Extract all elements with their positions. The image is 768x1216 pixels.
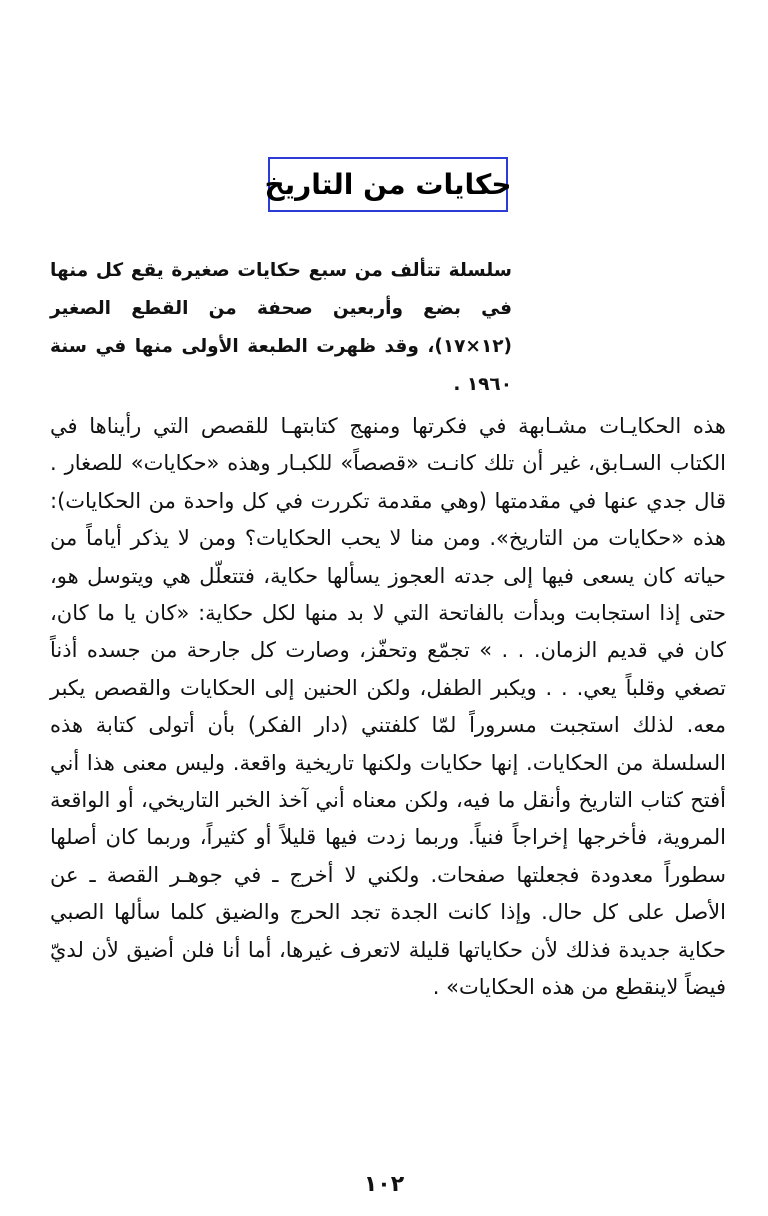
body-paragraph: هذه الحكايـات مشـابهة في فكرتها ومنهج كتابتهـا للقصص التي رأيناها في الكتاب السـابق، غير أن تلك كانـت «قصصاً» للكبـار وهذه «حكايات» للصغار . قال جدي عنها في مقدمتها (وهي مقدمة تكررت في كل واحدة من الحكايات): هذه «حكايات من التاريخ». ومن منا لا يحب الحكايات؟ ومن لا يذكر أياماً من حياته كان يسعى فيها إلى جدته العجوز يسألها حكاية، فتتعلّل هي ويتوسل هو، حتى إذا استجابت وبدأت بالفاتحة التي لا بد منها لكل حكاية: «كان يا ما كان، كان في قديم الزمان. . . » تجمّع وتحفّز، وصارت كل جارحة من جسده أذناً تصغي وقلباً يعي. . . ويكبر الطفل، ولكن الحنين إلى الحكايات والقصص يكبر معه. لذلك استجبت مسروراً لمّا كلفتني (دار الفكر) بأن أتولى كتابة هذه السلسلة من الحكايات. إنها حكايات ولكنها تاريخية واقعة. وليس معنى هذا أني أفتح كتاب التاريخ وأنقل ما فيه، ولكن معناه أني آخذ الخبر التاريخي، أو الواقعة المروية، فأخرجها إخراجاً فنياً. وربما زدت فيها قليلاً أو كثيراً، وربما كان أصلها سطوراً معدودة فجعلتها صفحات. ولكني لا أخرج ـ في جوهـر القصة ـ عن الأصل على كل حال. وإذا كانت الجدة تجد الحرج والضيق كلما سألها الصبي حكاية جديدة فذلك لأن حكاياتها قليلة لاتعرف غيرها، أما أنا فلن أضيق لأن لديّ فيضاً لاينقطع من هذه الحكايات» . <box>50 414 726 1000</box>
section-title: حكايات من التاريخ <box>264 168 512 201</box>
series-description: سلسلة تتألف من سبع حكايات صغيرة يقع كل منها في بضع وأربعين صحفة من القطع الصغير (١٢×١٧)، وقد ظهرت الطبعة الأولى منها في سنة ١٩٦٠ . <box>50 260 512 395</box>
section-title-box <box>264 157 512 212</box>
page-number: ١٠٢ <box>363 1172 405 1197</box>
